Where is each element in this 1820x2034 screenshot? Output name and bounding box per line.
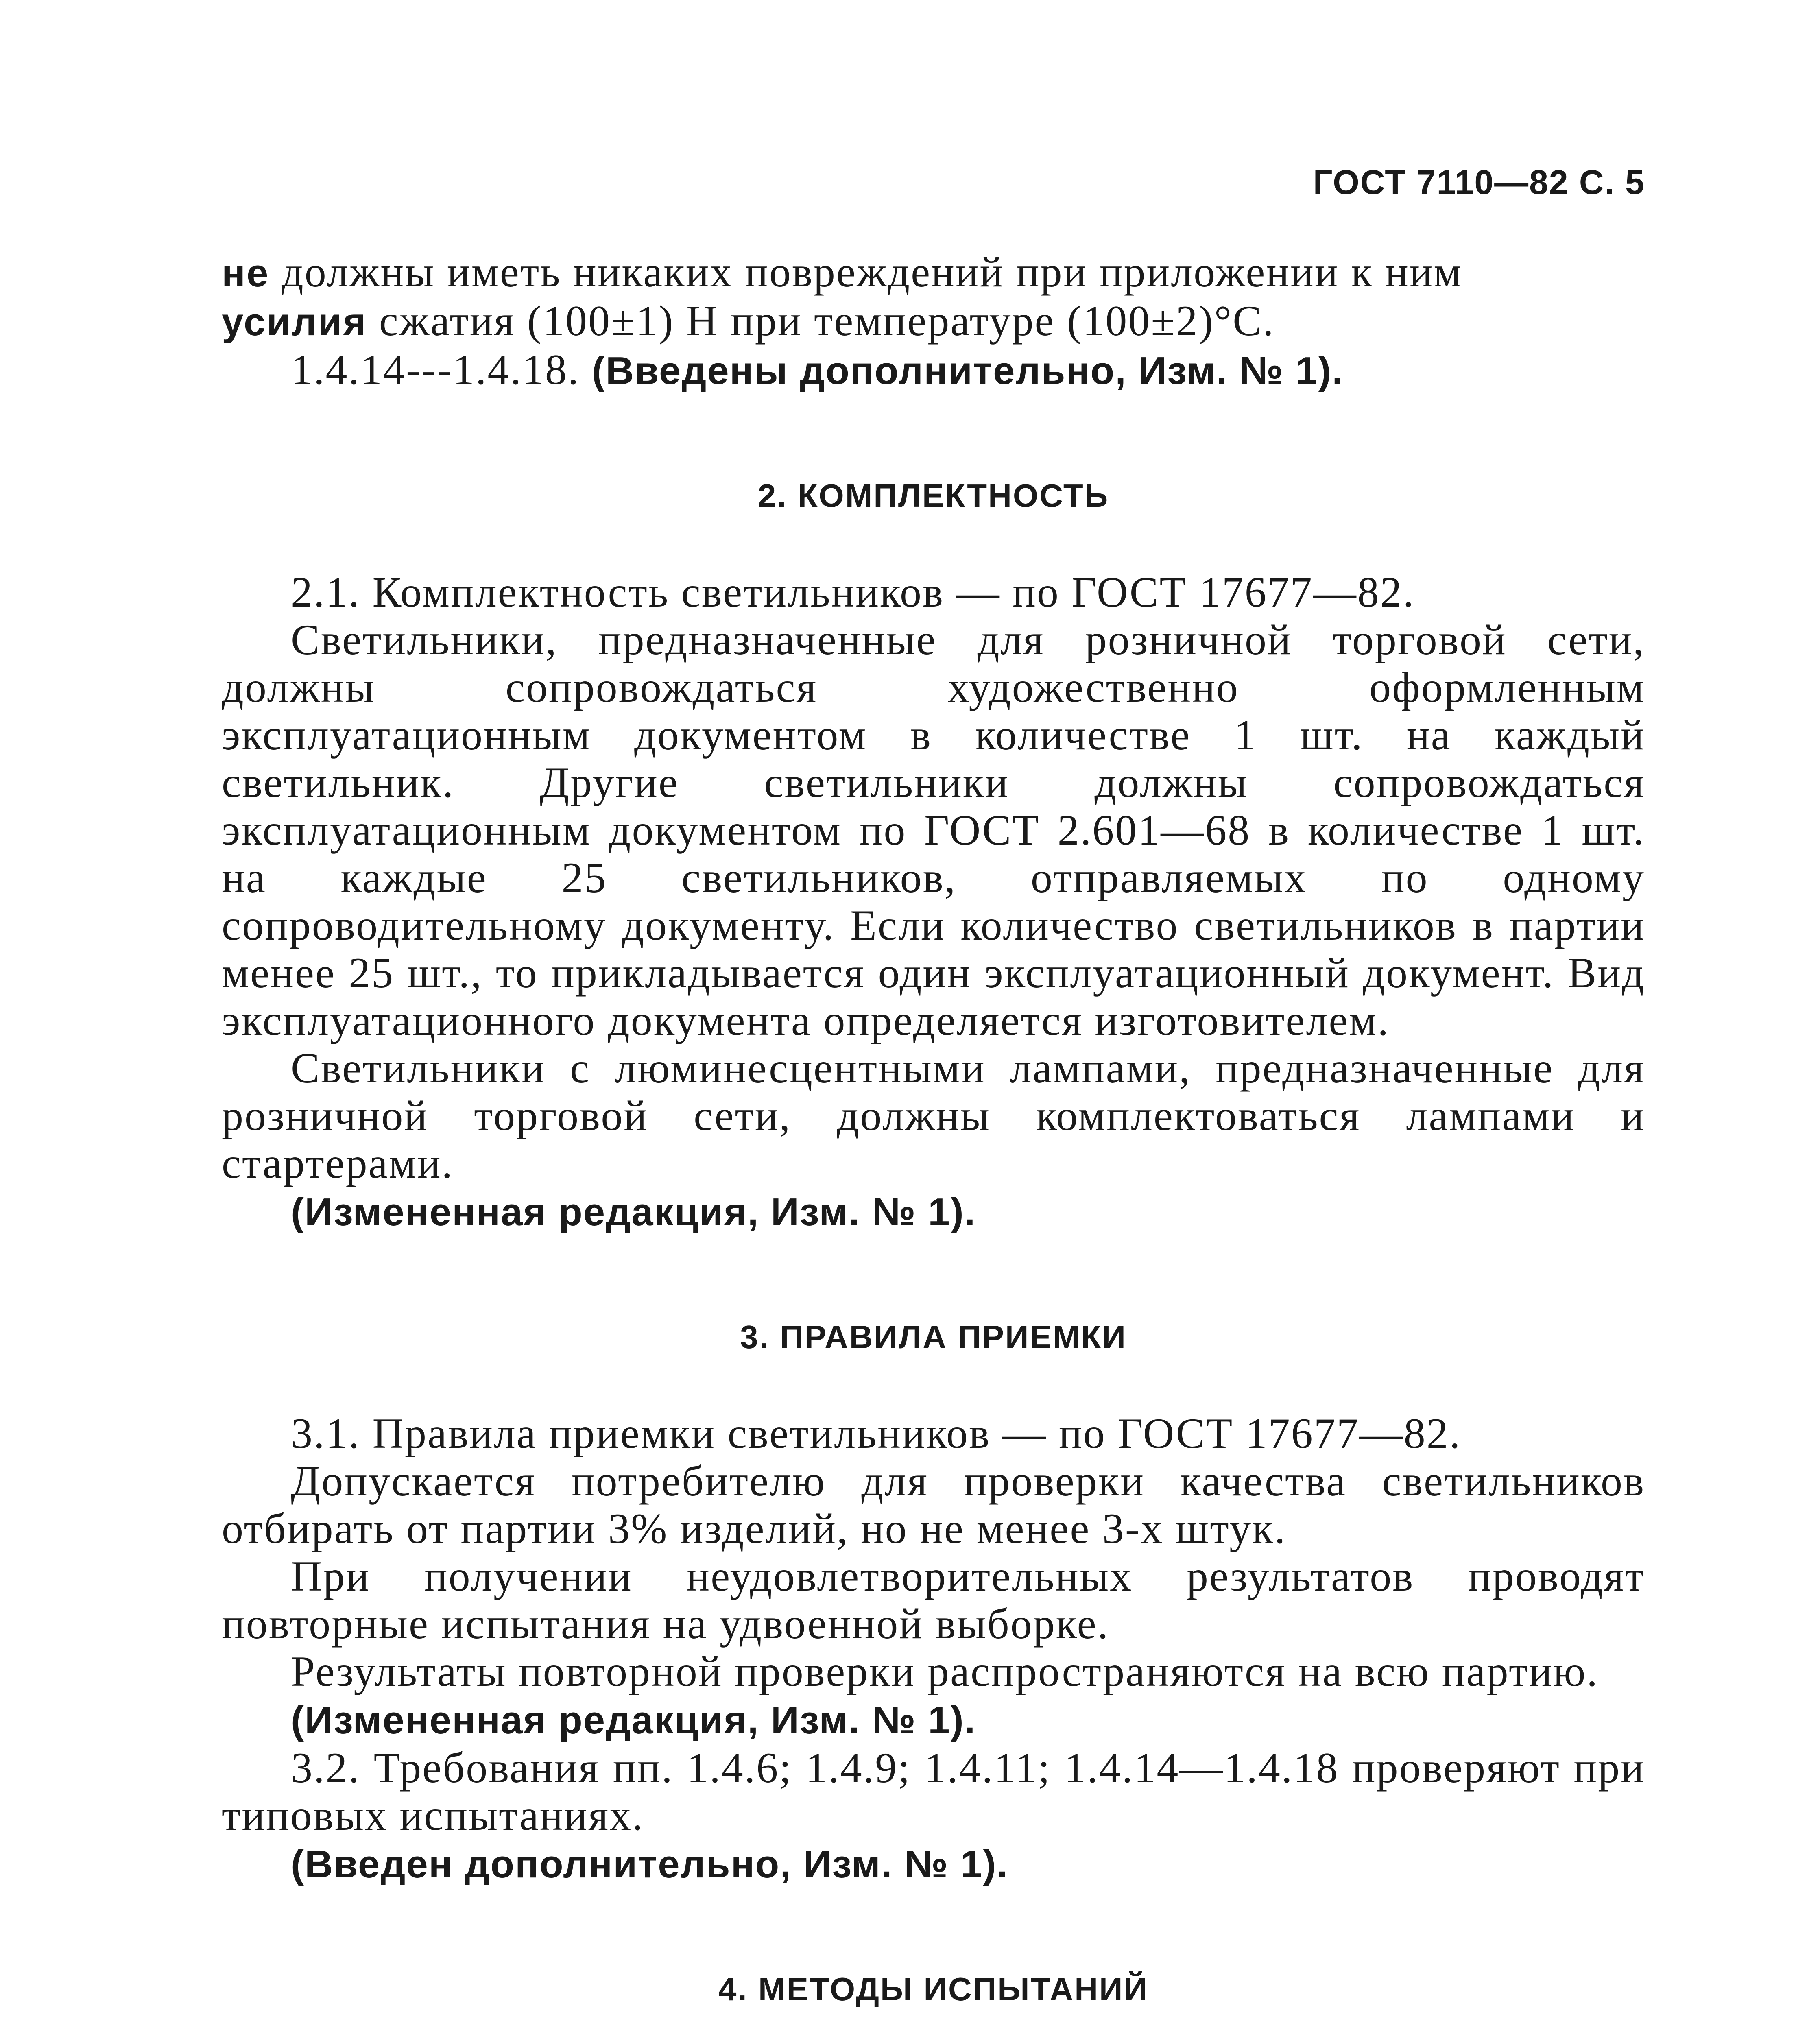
page-header: ГОСТ 7110—82 С. 5: [1313, 163, 1645, 201]
intro-line2: сжатия (100±1) Н при температуре (100±2)°С.: [367, 297, 1275, 345]
intro-line1: должны иметь никаких повреждений при приложении к ним: [269, 248, 1462, 296]
section-3-heading: 3. ПРАВИЛА ПРИЕМКИ: [740, 1319, 1127, 1355]
section-2-heading: 2. КОМПЛЕКТНОСТЬ: [757, 478, 1109, 514]
intro-amendment: [222, 346, 1645, 395]
section-3-p3: При получении неудовлетворительных результатов проводят повторные испытания на удвоенной выборке.: [222, 1552, 1645, 1648]
section-2-note: [222, 1187, 1645, 1236]
intro-line2-lead: усилия: [222, 300, 367, 344]
section-4-heading: 4. МЕТОДЫ ИСПЫТАНИЙ: [718, 1971, 1148, 2007]
section-3-note-1-text: (Измененная редакция, Изм. № 1).: [291, 1698, 976, 1742]
section-3-note-2-text: (Введен дополнительно, Изм. № 1).: [291, 1842, 1008, 1886]
section-3-note-1: [222, 1695, 1645, 1744]
section-2-p1: 2.1. Комплектность светильников — по ГОСТ 17677—82.: [291, 568, 1415, 616]
section-2-note-text: (Измененная редакция, Изм. № 1).: [291, 1190, 976, 1234]
section-3-p1: 3.1. Правила приемки светильников — по ГОСТ 17677—82.: [291, 1410, 1462, 1457]
intro-note: (Введены дополнительно, Изм. № 1).: [591, 349, 1344, 393]
section-2-p2: Светильники, предназначенные для розничной торговой сети, должны сопровождаться художественно оформленным эксплуатационным документом в количестве 1 шт. на каждый светильник. Другие светильники должны сопровождаться эксплуатационным документом по ГОСТ 2.601—68 в количестве 1 шт. на каждые 25 светильников, отправляемых по одному сопроводительному документу. Если количество светильников в партии менее 25 шт., то прикладывается один эксплуатационный документ. Вид эксплуатационного документа определяется изготовителем.: [222, 616, 1645, 1044]
section-2-p3: Светильники с люминесцентными лампами, предназначенные для розничной торговой сети, должны комплектоваться лампами и стартерами.: [222, 1044, 1645, 1187]
intro-ref: 1.4.14---1.4.18.: [291, 346, 580, 393]
section-3-p5: 3.2. Требования пп. 1.4.6; 1.4.9; 1.4.11; 1.4.14—1.4.18 проверяют при типовых испытаниях.: [222, 1744, 1645, 1839]
section-3-p4: Результаты повторной проверки распространяются на всю партию.: [291, 1648, 1599, 1695]
intro-lead-word: не: [222, 251, 270, 295]
section-3-p2: Допускается потребителю для проверки качества светильников отбирать от партии 3% изделий, но не менее 3-х штук.: [222, 1457, 1645, 1552]
intro-paragraph: [222, 248, 1645, 346]
document-body: [222, 248, 1645, 2034]
section-3-note-2: [222, 1839, 1645, 1888]
